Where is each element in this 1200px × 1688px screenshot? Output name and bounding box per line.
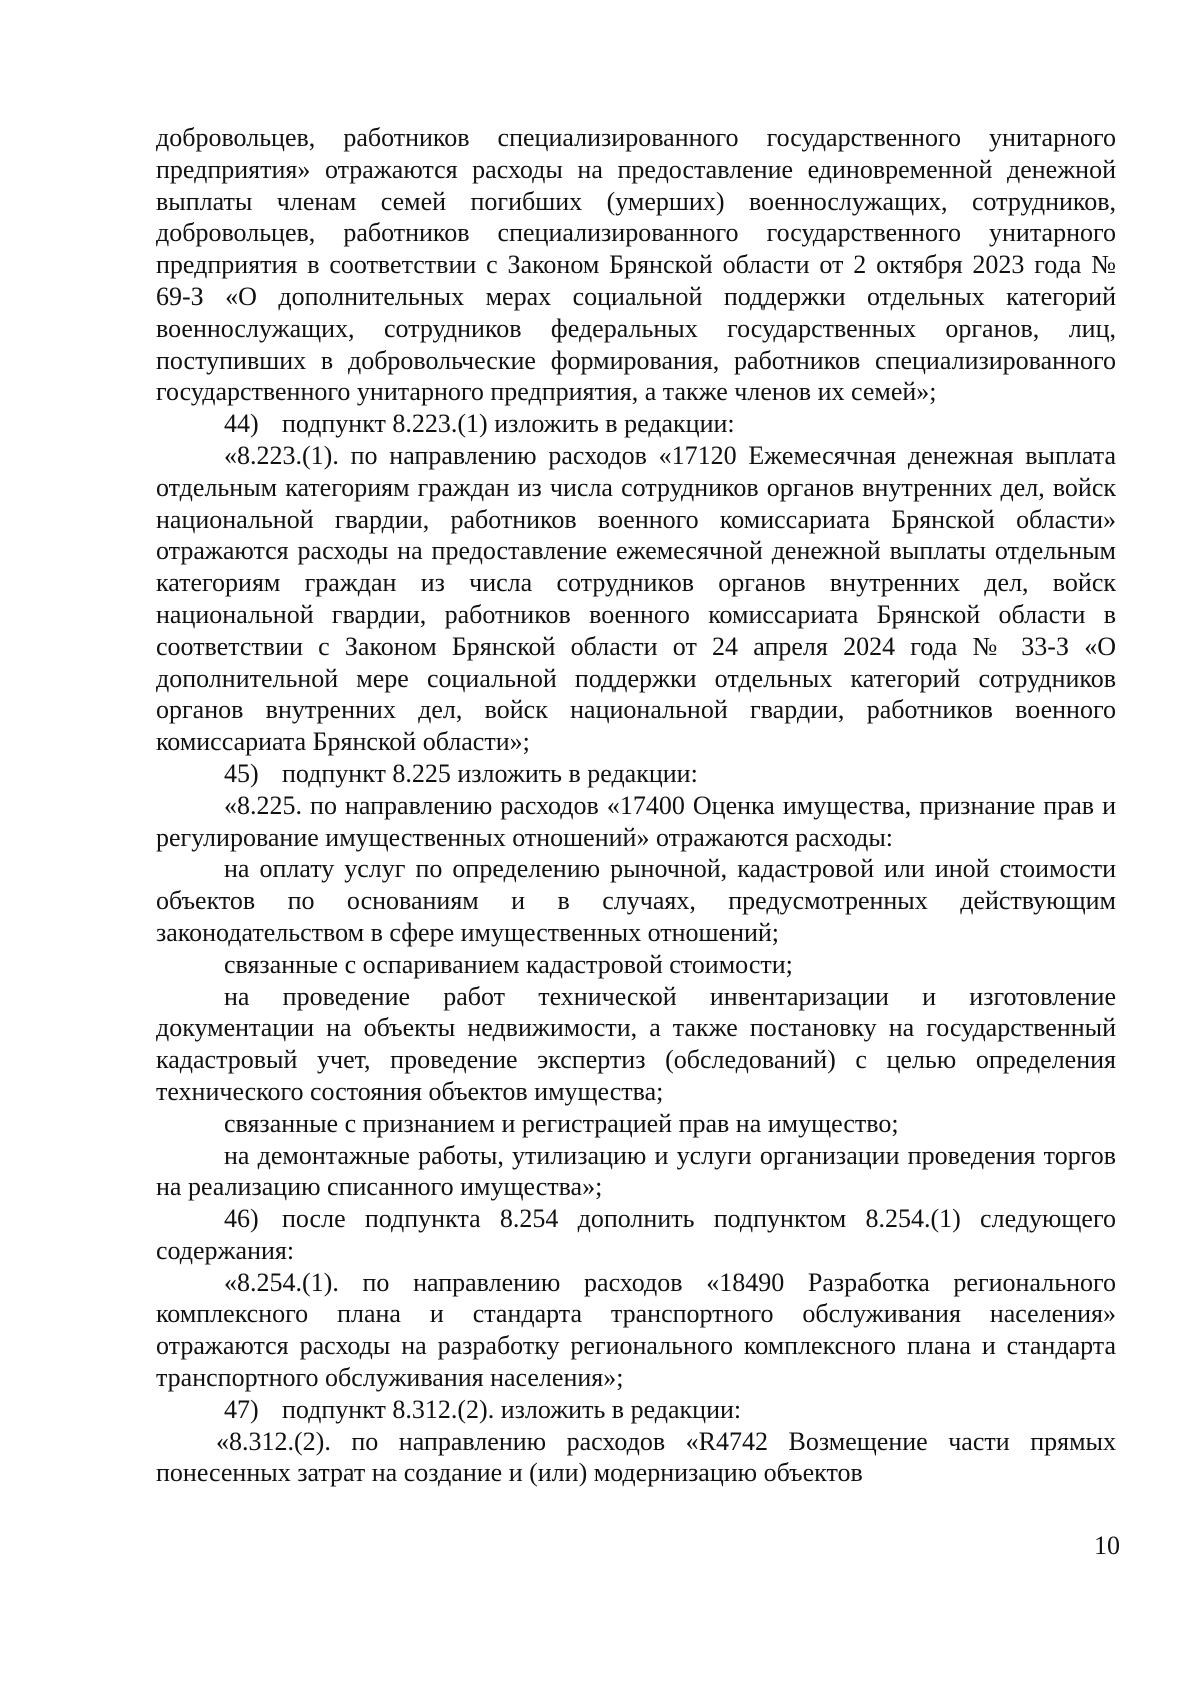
paragraph-8-225: «8.225. по направлению расходов «17400 Оценка имущества, признание прав и регулирование имущественных отношений» отражаются расходы: xyxy=(156,790,1116,852)
paragraph-8-254-1: «8.254.(1). по направлению расходов «18490 Разработка регионального комплексного плана и стандарта транспортного обслуживания населения» отражаются расходы на разработку регионального комплексного плана и стандарта транспортного обслуживания населения»; xyxy=(156,1267,1116,1393)
document-body xyxy=(156,122,1116,1489)
item-number: 47) xyxy=(224,1394,259,1424)
item-text: подпункт 8.312.(2). изложить в редакции: xyxy=(282,1394,742,1424)
item-number: 44) xyxy=(224,409,259,439)
paragraph-8-223-1: «8.223.(1). по направлению расходов «17120 Ежемесячная денежная выплата отдельным категориям граждан из числа сотрудников органов внутренних дел, войск национальной гвардии, работников военного комиссариата Брянской области» отражаются расходы на предоставление ежемесячной денежной выплаты отдельным категориям граждан из числа сотрудников органов внутренних дел, войск национальной гвардии, работников военного комиссариата Брянской области в соответствии с Законом Брянской области от 24 апреля 2024 года № 33-З «О дополнительной мере социальной поддержки отдельных категорий сотрудников органов внутренних дел, войск национальной гвардии, работников военного комиссариата Брянской области»; xyxy=(156,440,1116,757)
paragraph-rights-registration: связанные с признанием и регистрацией прав на имущество; xyxy=(224,1108,899,1138)
paragraph-8-312-2: «8.312.(2). по направлению расходов «R4742 Возмещение части прямых понесенных затрат на создание и (или) модернизацию объектов xyxy=(156,1426,1116,1488)
item-number: 46) xyxy=(224,1204,259,1234)
paragraph-cadastral-dispute: связанные с оспариванием кадастровой стоимости; xyxy=(224,949,793,979)
list-item-46 xyxy=(156,1203,1116,1267)
item-text: подпункт 8.225 изложить в редакции: xyxy=(282,758,698,788)
paragraph-continuation: добровольцев, работников специализированного государственного унитарного предприятия» отражаются расходы на предоставление единовременной денежной выплаты членам семей погибших (умерших) военнослужащих, сотрудников, добровольцев, работников специализированного государственного унитарного предприятия в соответствии с Законом Брянской области от 2 октября 2023 года № 69-З «О дополнительных мерах социальной поддержки отдельных категорий военнослужащих, сотрудников федеральных государственных органов, лиц, поступивших в добровольческие формирования, работников специализированного государственного унитарного предприятия, а также членов их семей»; xyxy=(156,123,1116,407)
item-text: после подпункта 8.254 дополнить подпунктом 8.254.(1) следующего содержания: xyxy=(156,1204,1116,1265)
list-item-45 xyxy=(156,758,1116,790)
item-text: подпункт 8.223.(1) изложить в редакции: xyxy=(282,409,735,439)
paragraph-dismantling: на демонтажные работы, утилизацию и услуги организации проведения торгов на реализацию списанного имущества»; xyxy=(156,1140,1116,1202)
list-item-44 xyxy=(156,408,1116,440)
paragraph-valuation-services: на оплату услуг по определению рыночной, кадастровой или иной стоимости объектов по основаниям и в случаях, предусмотренных действующим законодательством в сфере имущественных отношений; xyxy=(156,854,1116,947)
paragraph-technical-inventory: на проведение работ технической инвентаризации и изготовление документации на объекты недвижимости, а также постановку на государственный кадастровый учет, проведение экспертиз (обследований) с целью определения технического состояния объектов имущества; xyxy=(156,981,1116,1106)
item-number: 45) xyxy=(224,758,259,788)
list-item-47 xyxy=(156,1394,1116,1426)
page-number: 10 xyxy=(1094,1531,1120,1560)
